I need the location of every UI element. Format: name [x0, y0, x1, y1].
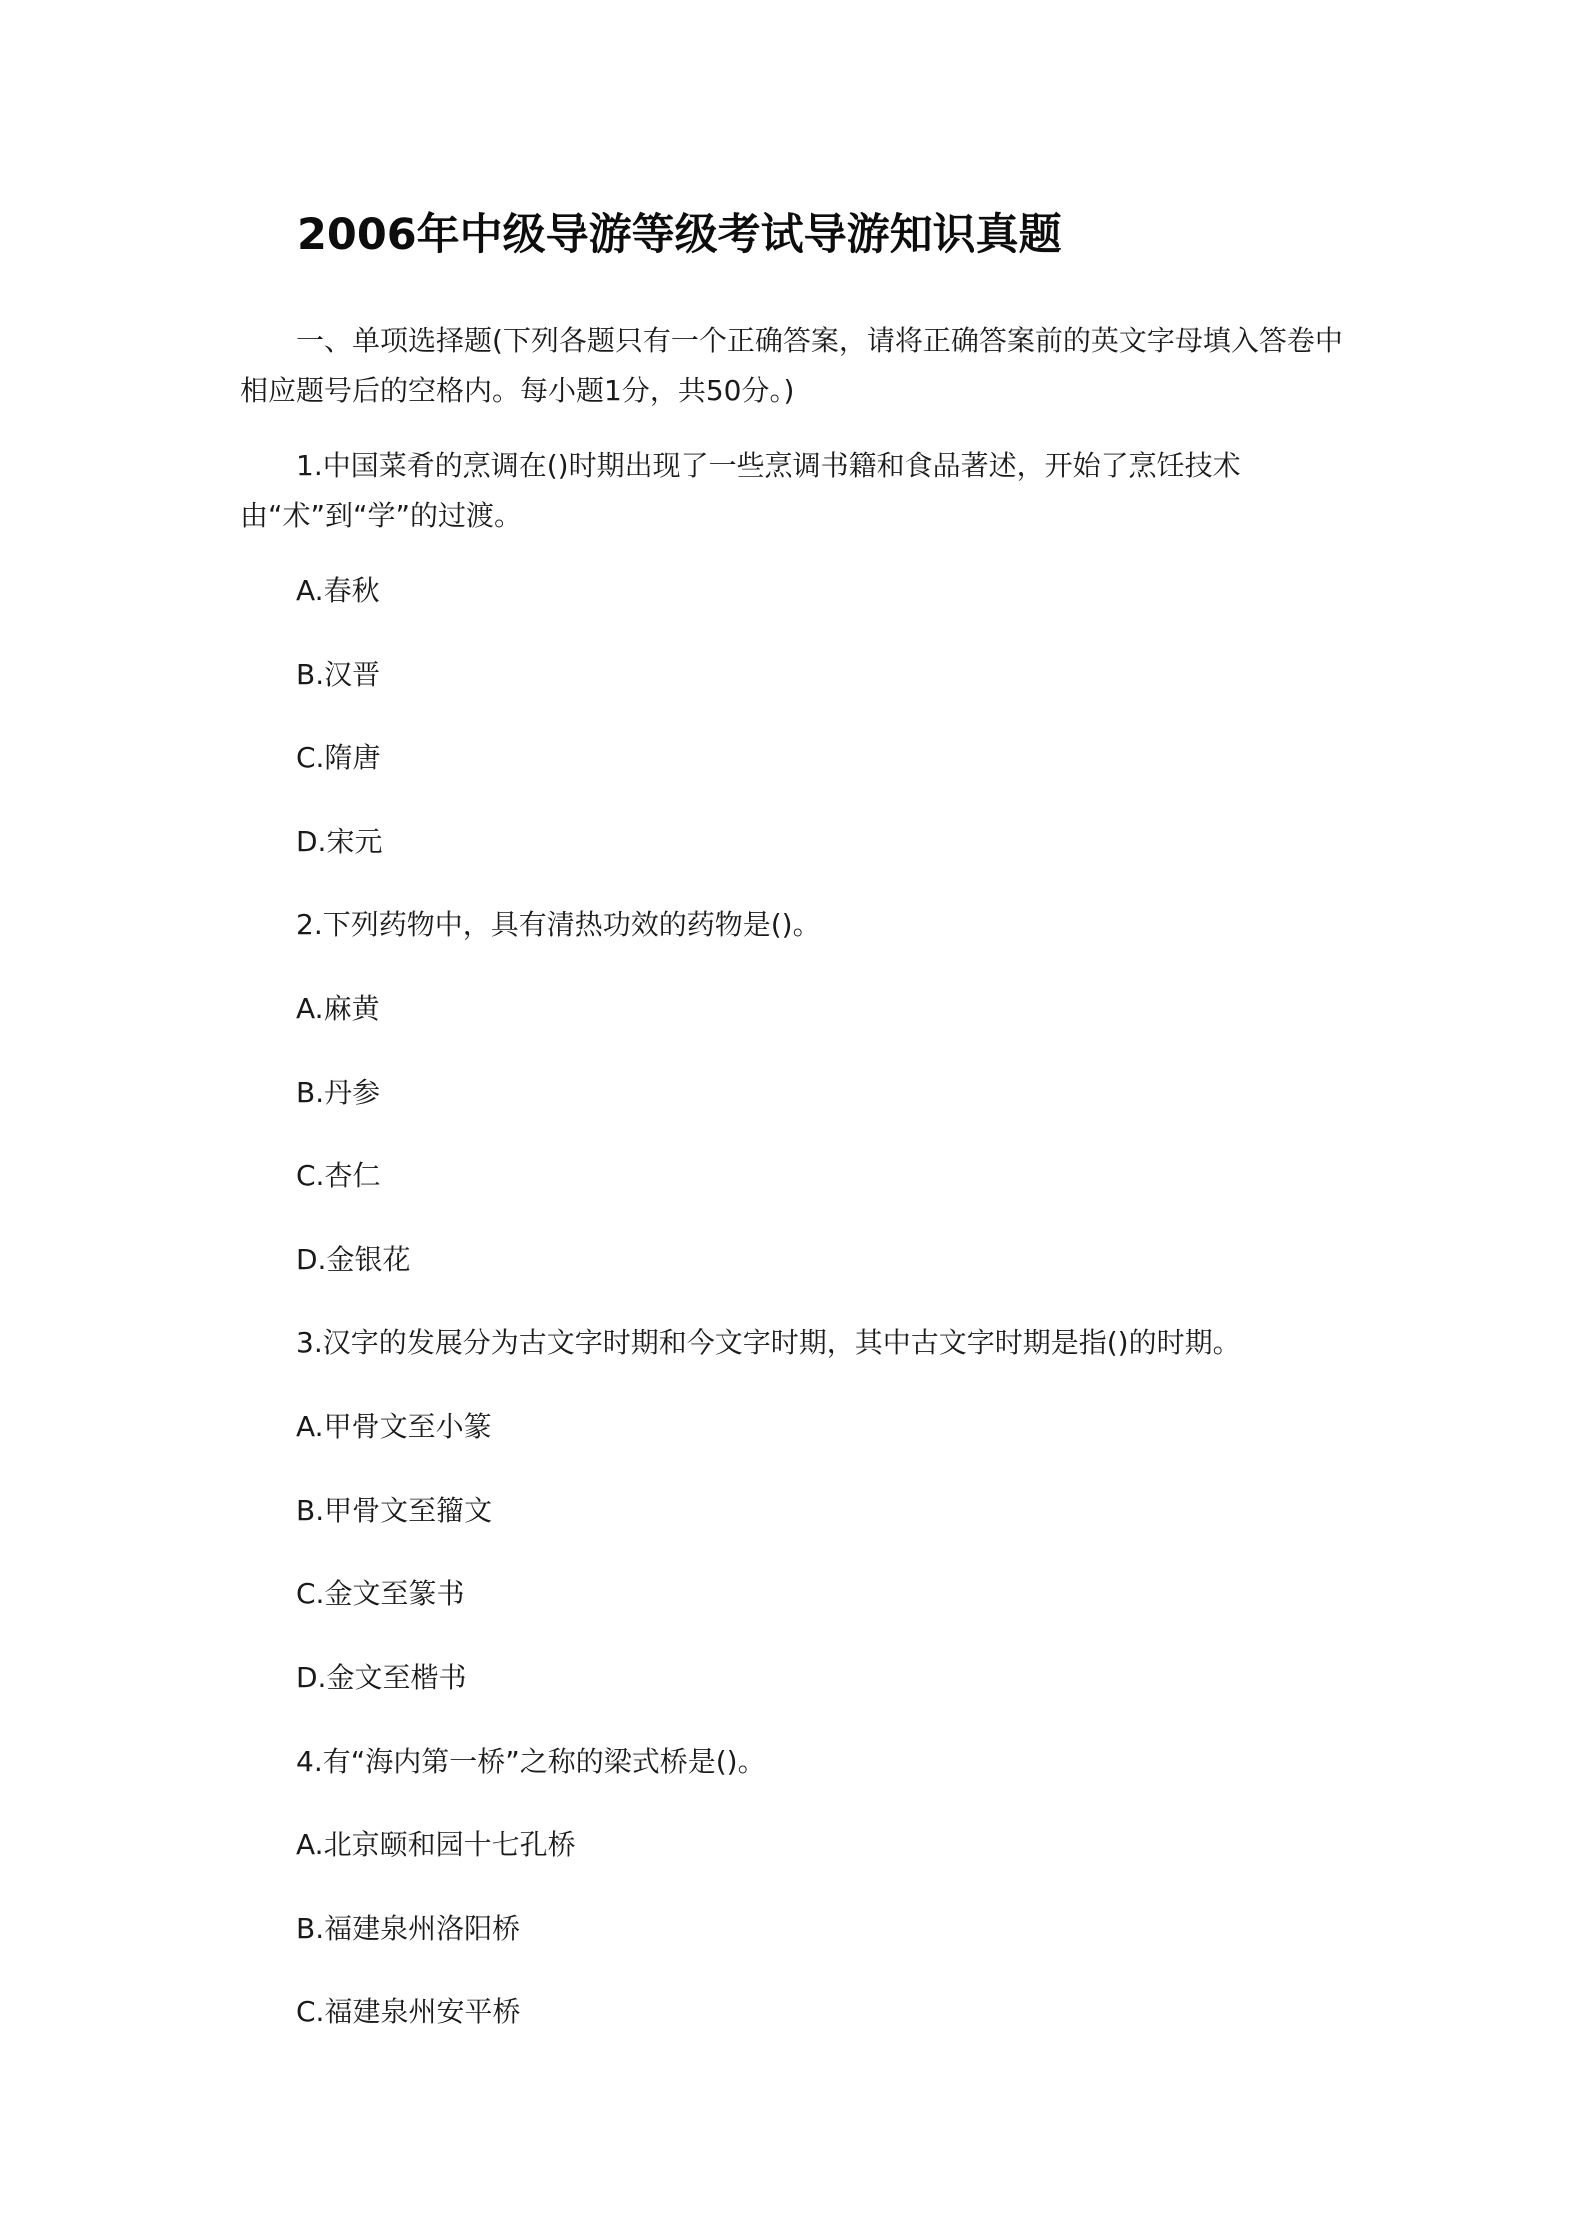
question-1-option-b: B.汉晋 [296, 658, 381, 691]
document-title: 2006年中级导游等级考试导游知识真题 [297, 210, 1062, 260]
question-4-option-a: A.北京颐和园十七孔桥 [296, 1828, 576, 1861]
question-2-option-d: D.金银花 [296, 1243, 411, 1276]
question-4-option-c: C.福建泉州安平桥 [296, 1995, 521, 2028]
question-3-option-b: B.甲骨文至籀文 [296, 1494, 493, 1527]
question-3-option-a: A.甲骨文至小篆 [296, 1410, 492, 1443]
question-2-stem: 2.下列药物中，具有清热功效的药物是()。 [296, 908, 821, 941]
question-4-stem: 4.有“海内第一桥”之称的梁式桥是()。 [296, 1745, 766, 1778]
question-3-option-c: C.金文至篆书 [296, 1577, 465, 1610]
question-1-option-d: D.宋元 [296, 825, 383, 858]
section-instructions: 一、单项选择题(下列各题只有一个正确答案，请将正确答案前的英文字母填入答卷中相应题号后的空格内。每小题1分，共50分。) [240, 324, 1343, 407]
question-1-option-a: A.春秋 [296, 574, 380, 607]
question-1-option-c: C.隋唐 [296, 741, 381, 774]
question-2-option-c: C.杏仁 [296, 1159, 381, 1192]
question-3-stem: 3.汉字的发展分为古文字时期和今文字时期，其中古文字时期是指()的时期。 [296, 1326, 1241, 1359]
question-1-stem: 1.中国菜肴的烹调在()时期出现了一些烹调书籍和食品著述，开始了烹饪技术由“术”到“学”的过渡。 [240, 449, 1241, 532]
question-2-option-b: B.丹参 [296, 1076, 381, 1109]
question-2-option-a: A.麻黄 [296, 992, 380, 1025]
question-4-option-b: B.福建泉州洛阳桥 [296, 1912, 521, 1945]
question-3-option-d: D.金文至楷书 [296, 1661, 467, 1694]
